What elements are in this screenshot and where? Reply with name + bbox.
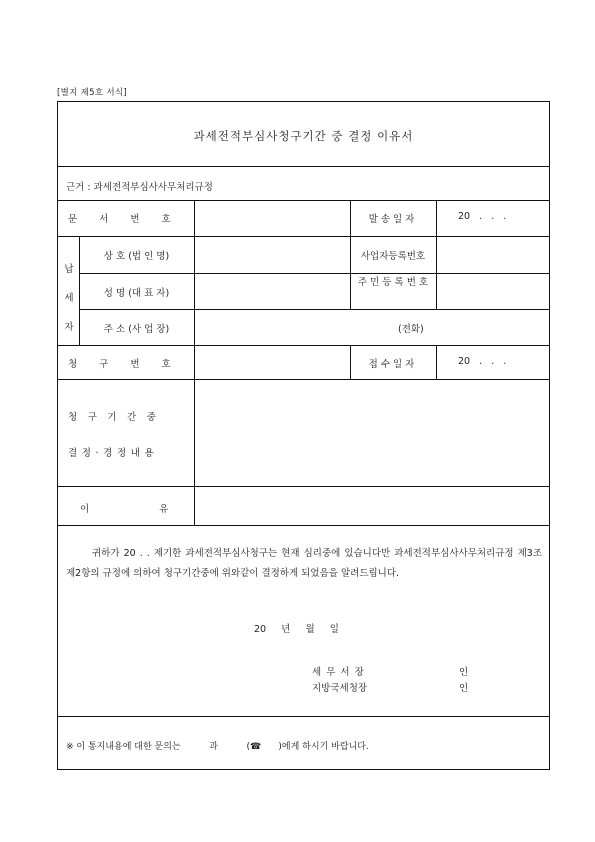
divider xyxy=(436,200,437,236)
label-name: 성 명 (대 표 자) xyxy=(103,288,170,299)
label-text: 문서번호 xyxy=(68,214,193,225)
page-title: 과세전적부심사청구기간 중 결정 이유서 xyxy=(193,129,414,143)
divider xyxy=(350,345,351,379)
divider xyxy=(350,200,351,236)
divider xyxy=(436,236,437,309)
divider xyxy=(58,345,549,346)
signer-regional-office: 지방국세청장 xyxy=(312,683,368,694)
form-number: [별지 제5호 서식] xyxy=(57,88,128,98)
label-business-name: 상 호 (법 인 명) xyxy=(103,251,170,262)
send-date-value: 20 . . . xyxy=(458,211,507,222)
divider xyxy=(350,236,351,309)
divider xyxy=(58,486,549,487)
form-table xyxy=(57,101,550,770)
receipt-date-value: 20 . . . xyxy=(458,356,507,367)
divider xyxy=(58,525,549,526)
divider xyxy=(58,236,549,237)
divider xyxy=(79,273,549,274)
label-business-reg-no: 사업자등록번호 xyxy=(360,251,426,262)
divider xyxy=(194,200,195,525)
footer-note: ※ 이 통지내용에 대한 문의는 과 (☎ )에게 하시기 바랍니다. xyxy=(66,742,369,752)
seal-mark: 인 xyxy=(459,667,469,678)
label-decision-line1: 청구기간중 xyxy=(68,412,167,423)
divider xyxy=(436,345,437,379)
label-decision-line2: 결정·경정내용 xyxy=(68,448,159,459)
notice-paragraph: 귀하가 20 . . 제기한 과세전적부심사청구는 현재 심리중에 있습니다만 과세전적부심사사무처리규정 제3조 제2항의 규정에 의하여 청구기간중에 위와같이 결정하게 되었음을 알려드립니다. xyxy=(66,548,542,579)
label-reason: 이유 xyxy=(80,504,239,515)
divider xyxy=(58,716,549,717)
divider xyxy=(58,166,549,167)
signer-tax-office: 세 무 서 장 xyxy=(312,667,365,678)
label-claim-number: 청구번호 xyxy=(68,359,193,370)
divider xyxy=(79,309,549,310)
label-address: 주 소 (사 업 장) xyxy=(103,324,170,335)
seal-mark: 인 xyxy=(459,683,469,694)
divider xyxy=(58,200,549,201)
label-send-date: 발송일자 xyxy=(368,214,418,225)
label-taxpayer: 납세자 xyxy=(64,264,74,333)
date-line: 20 년 월 일 xyxy=(254,624,339,635)
basis-text: 근거 : 과세전적부심사사무처리규정 xyxy=(66,182,213,193)
label-resident-reg-no: 주 민 등 록 번 호 xyxy=(357,277,429,288)
label-document-number xyxy=(68,211,193,225)
label-receipt-date: 접수일자 xyxy=(368,359,418,370)
divider xyxy=(58,379,549,380)
phone-label: (전화) xyxy=(398,324,424,335)
